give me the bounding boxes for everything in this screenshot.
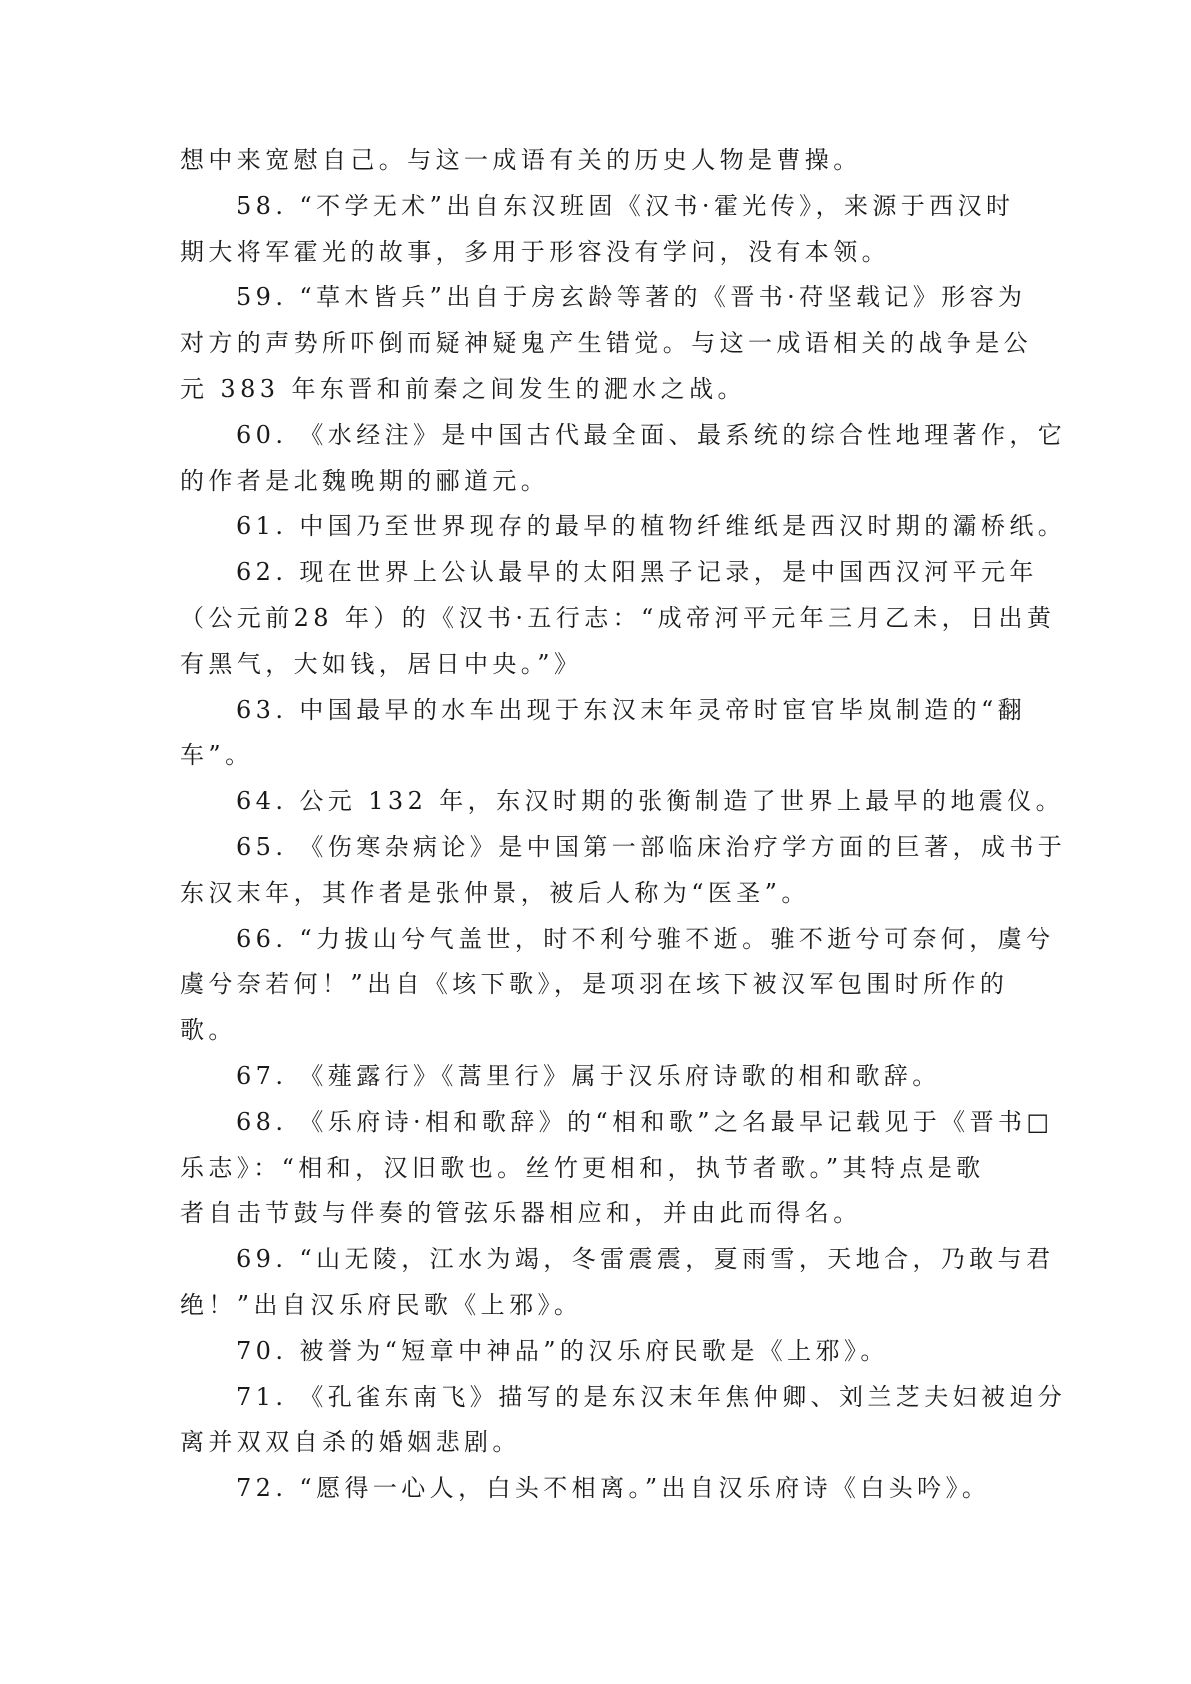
text-line: 离并双双自杀的婚姻悲剧。 — [180, 1428, 521, 1457]
text-line-item-71: 71. 《孔雀东南飞》描写的是东汉末年焦仲卿、刘兰芝夫妇被迫分 — [236, 1382, 1067, 1411]
text-line: 的作者是北魏晚期的郦道元。 — [180, 466, 550, 495]
text-line-item-65: 65. 《伤寒杂病论》是中国第一部临床治疗学方面的巨著，成书于 — [236, 832, 1067, 861]
text-line-item-68: 68. 《乐府诗·相和歌辞》的“相和歌”之名最早记载见于《晋书□ — [236, 1107, 1054, 1136]
text-line-item-67: 67. 《薤露行》《蒿里行》属于汉乐府诗歌的相和歌辞。 — [236, 1061, 941, 1090]
text-line: 期大将军霍光的故事，多用于形容没有学问，没有本领。 — [180, 237, 890, 266]
text-line: 对方的声势所吓倒而疑神疑鬼产生错觉。与这一成语相关的战争是公 — [180, 329, 1032, 358]
text-line-item-61: 61. 中国乃至世界现存的最早的植物纤维纸是西汉时期的灞桥纸。 — [236, 512, 1067, 541]
text-line-item-69: 69. “山无陵，江水为竭，冬雷震震，夏雨雪，天地合，乃敢与君 — [236, 1245, 1055, 1274]
text-line-item-66: 66. “力拔山兮气盖世，时不利兮骓不逝。骓不逝兮可奈何，虞兮 — [236, 924, 1055, 953]
text-line: 元 383 年东晋和前秦之间发生的淝水之战。 — [180, 374, 746, 403]
text-line: 歌。 — [180, 1016, 237, 1045]
text-line: 乐志》：“相和，汉旧歌也。丝竹更相和，执节者歌。”其特点是歌 — [180, 1153, 985, 1182]
document-body — [180, 138, 1067, 1512]
text-line-item-62: 62. 现在世界上公认最早的太阳黑子记录，是中国西汉河平元年 — [236, 558, 1038, 587]
text-line: 东汉末年，其作者是张仲景，被后人称为“医圣”。 — [180, 878, 810, 907]
text-line: 想中来宽慰自己。与这一成语有关的历史人物是曹操。 — [180, 146, 862, 174]
text-line: 绝！”出自汉乐府民歌《上邪》。 — [180, 1290, 583, 1319]
text-line-item-60: 60. 《水经注》是中国古代最全面、最系统的综合性地理著作，它 — [236, 420, 1067, 449]
text-line: （公元前28 年）的《汉书·五行志：“成帝河平元年三月乙未，日出黄 — [180, 603, 1056, 632]
text-line: 虞兮奈若何！”出自《垓下歌》，是项羽在垓下被汉军包围时所作的 — [180, 970, 1009, 999]
text-line-item-59: 59. “草木皆兵”出自于房玄龄等著的《晋书·苻坚载记》形容为 — [236, 283, 1027, 312]
text-line-item-64: 64. 公元 132 年，东汉时期的张衡制造了世界上最早的地震仪。 — [236, 787, 1065, 816]
text-line-item-58: 58. “不学无术”出自东汉班固《汉书·霍光传》，来源于西汉时 — [236, 191, 1015, 220]
text-line: 者自击节鼓与伴奏的管弦乐器相应和，并由此而得名。 — [180, 1199, 862, 1228]
text-line: 车”。 — [180, 741, 254, 770]
text-line-item-63: 63. 中国最早的水车出现于东汉末年灵帝时宦官毕岚制造的“翻 — [236, 695, 1027, 724]
text-line: 有黑气，大如钱，居日中央。”》 — [180, 649, 583, 678]
text-line-item-72: 72. “愿得一心人，白头不相离。”出自汉乐府诗《白头吟》。 — [236, 1474, 991, 1503]
text-line-item-70: 70. 被誉为“短章中神品”的汉乐府民歌是《上邪》。 — [236, 1336, 889, 1365]
